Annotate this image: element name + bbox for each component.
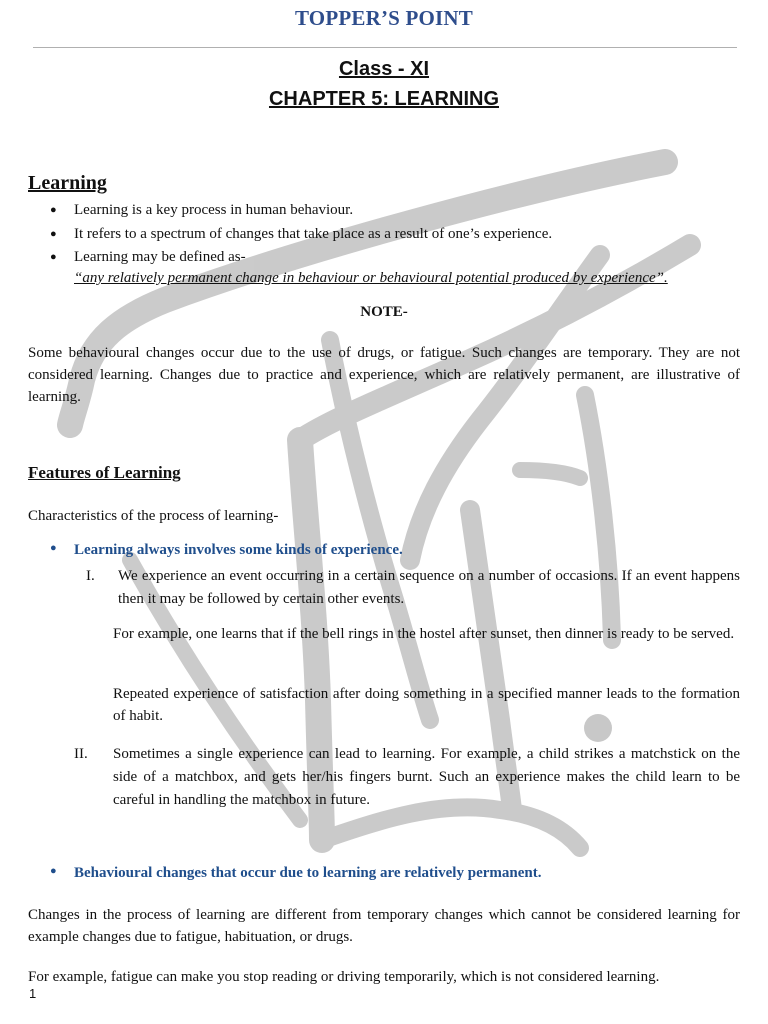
feature-1-example-1: For example, one learns that if the bell rings in the hostel after sunset, then dinner is ready to be served. [113, 626, 735, 642]
list-item: ● Learning may be defined as- [50, 246, 552, 270]
feature-2-title: ● Behavioural changes that occur due to learning are relatively permanent. [50, 865, 541, 882]
feature-1-point-II [74, 743, 740, 813]
page-number: 1 [29, 986, 37, 1001]
definition-quote: “any relatively permanent change in behaviour or behavioural potential produced by experience”. [74, 270, 668, 286]
header-title: TOPPER’S POINT [294, 6, 474, 30]
feature-2-paragraph-2: For example, fatigue can make you stop reading or driving temporarily, which is not considered learning. [28, 969, 660, 985]
note-label: NOTE- [360, 304, 408, 320]
feature-1-point-I [74, 565, 740, 611]
feature-2-paragraph-1: Changes in the process of learning are different from temporary changes which cannot be considered learning for example changes due to fatigue, habituation, or drugs. [28, 907, 740, 945]
features-intro: Characteristics of the process of learning- [28, 508, 279, 524]
point-text: We experience an event occurring in a certain sequence on a number of occasions. If an event happens then it may be followed by certain other events. [118, 568, 740, 607]
list-item: ● Learning is a key process in human behaviour. [50, 199, 552, 223]
section-heading-learning: Learning [28, 172, 107, 194]
note-paragraph: Some behavioural changes occur due to the use of drugs, or fatigue. Such changes are temporary. They are not considered learning. Changes due to practice and experience, which are relatively permanent, are illustrative of learning. [28, 345, 740, 405]
feature-1-example-2: Repeated experience of satisfaction after doing something in a specified manner leads to the formation of habit. [113, 686, 740, 724]
feature-1-title: ● Learning always involves some kinds of experience. [50, 542, 403, 559]
point-number: II. [74, 746, 88, 762]
class-heading: Class - XI [338, 58, 430, 80]
point-text: Sometimes a single experience can lead to learning. For example, a child strikes a matchstick on the side of a matchbox, and gets her/his fingers burnt. Such an experience makes the child learn to be careful in handling the matchbox in future. [113, 746, 740, 808]
point-number: I. [86, 568, 95, 584]
header-divider [33, 47, 737, 48]
list-item: ● It refers to a spectrum of changes that take place as a result of one’s experience. [50, 223, 552, 247]
section-heading-features: Features of Learning [28, 463, 181, 482]
learning-bullet-list [50, 199, 552, 270]
chapter-heading: CHAPTER 5: LEARNING [268, 88, 499, 110]
